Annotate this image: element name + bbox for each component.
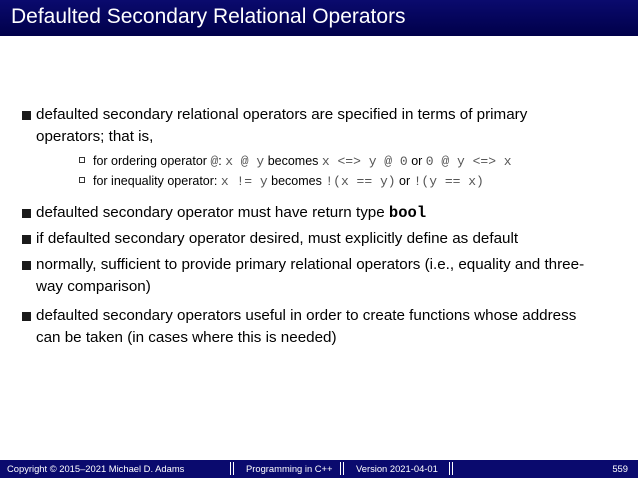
bullet-text: if defaulted secondary operator desired, must explicitly define as default — [36, 230, 519, 247]
bullet-item — [36, 228, 596, 250]
sub-bullet-text: for inequality operator: — [93, 174, 221, 188]
title-bar — [0, 0, 638, 36]
footer-page-number: 559 — [612, 463, 628, 474]
footer-separator-icon — [230, 462, 233, 475]
code-fragment: !(y == x) — [413, 174, 484, 189]
sub-bullet-item — [93, 153, 613, 170]
bullet-item — [36, 104, 596, 148]
sub-bullet-text: : — [218, 154, 226, 168]
footer-course: Programming in C++ — [246, 463, 333, 474]
bullet-square-icon — [22, 261, 31, 270]
bullet-text: defaulted secondary relational operators are specified in terms of primary operators; that is, — [36, 106, 528, 145]
code-fragment: !(x == y) — [325, 174, 396, 189]
bullet-item — [36, 305, 596, 349]
sub-bullet-square-icon — [79, 177, 85, 183]
sub-bullet-text: becomes — [267, 174, 326, 188]
bullet-text: defaulted secondary operators useful in order to create functions whose address can be taken (in cases where this is needed) — [36, 307, 577, 346]
sub-bullet-text: or — [407, 154, 426, 168]
code-fragment: x != y — [220, 174, 268, 189]
bullet-square-icon — [22, 312, 31, 321]
sub-bullet-text: becomes — [264, 154, 322, 168]
slide-title: Defaulted Secondary Relational Operators — [11, 5, 406, 28]
code-fragment: 0 @ y <=> x — [425, 154, 512, 169]
bullet-text-part: defaulted secondary operator must have return type — [36, 204, 385, 221]
code-fragment: x @ y — [225, 154, 265, 169]
footer-separator-icon — [449, 462, 452, 475]
sub-bullet-square-icon — [79, 157, 85, 163]
sub-bullet-text: or — [395, 174, 414, 188]
bullet-square-icon — [22, 235, 31, 244]
bullet-item — [36, 254, 596, 298]
footer-copyright: Copyright © 2015–2021 Michael D. Adams — [7, 463, 185, 474]
footer-separator-icon — [340, 462, 343, 475]
bullet-text: normally, sufficient to provide primary relational operators (i.e., equality and three-way comparison) — [36, 256, 585, 295]
bullet-item — [36, 202, 596, 224]
code-keyword: bool — [388, 204, 427, 222]
bullet-square-icon — [22, 209, 31, 218]
sub-bullet-text: for ordering operator — [93, 154, 211, 168]
code-fragment: x <=> y @ 0 — [321, 154, 408, 169]
footer-bar — [0, 460, 638, 478]
bullet-square-icon — [22, 111, 31, 120]
sub-bullet-item — [93, 173, 613, 190]
footer-version: Version 2021-04-01 — [356, 463, 438, 474]
code-fragment: @ — [210, 154, 219, 169]
bullet-text — [36, 202, 596, 224]
